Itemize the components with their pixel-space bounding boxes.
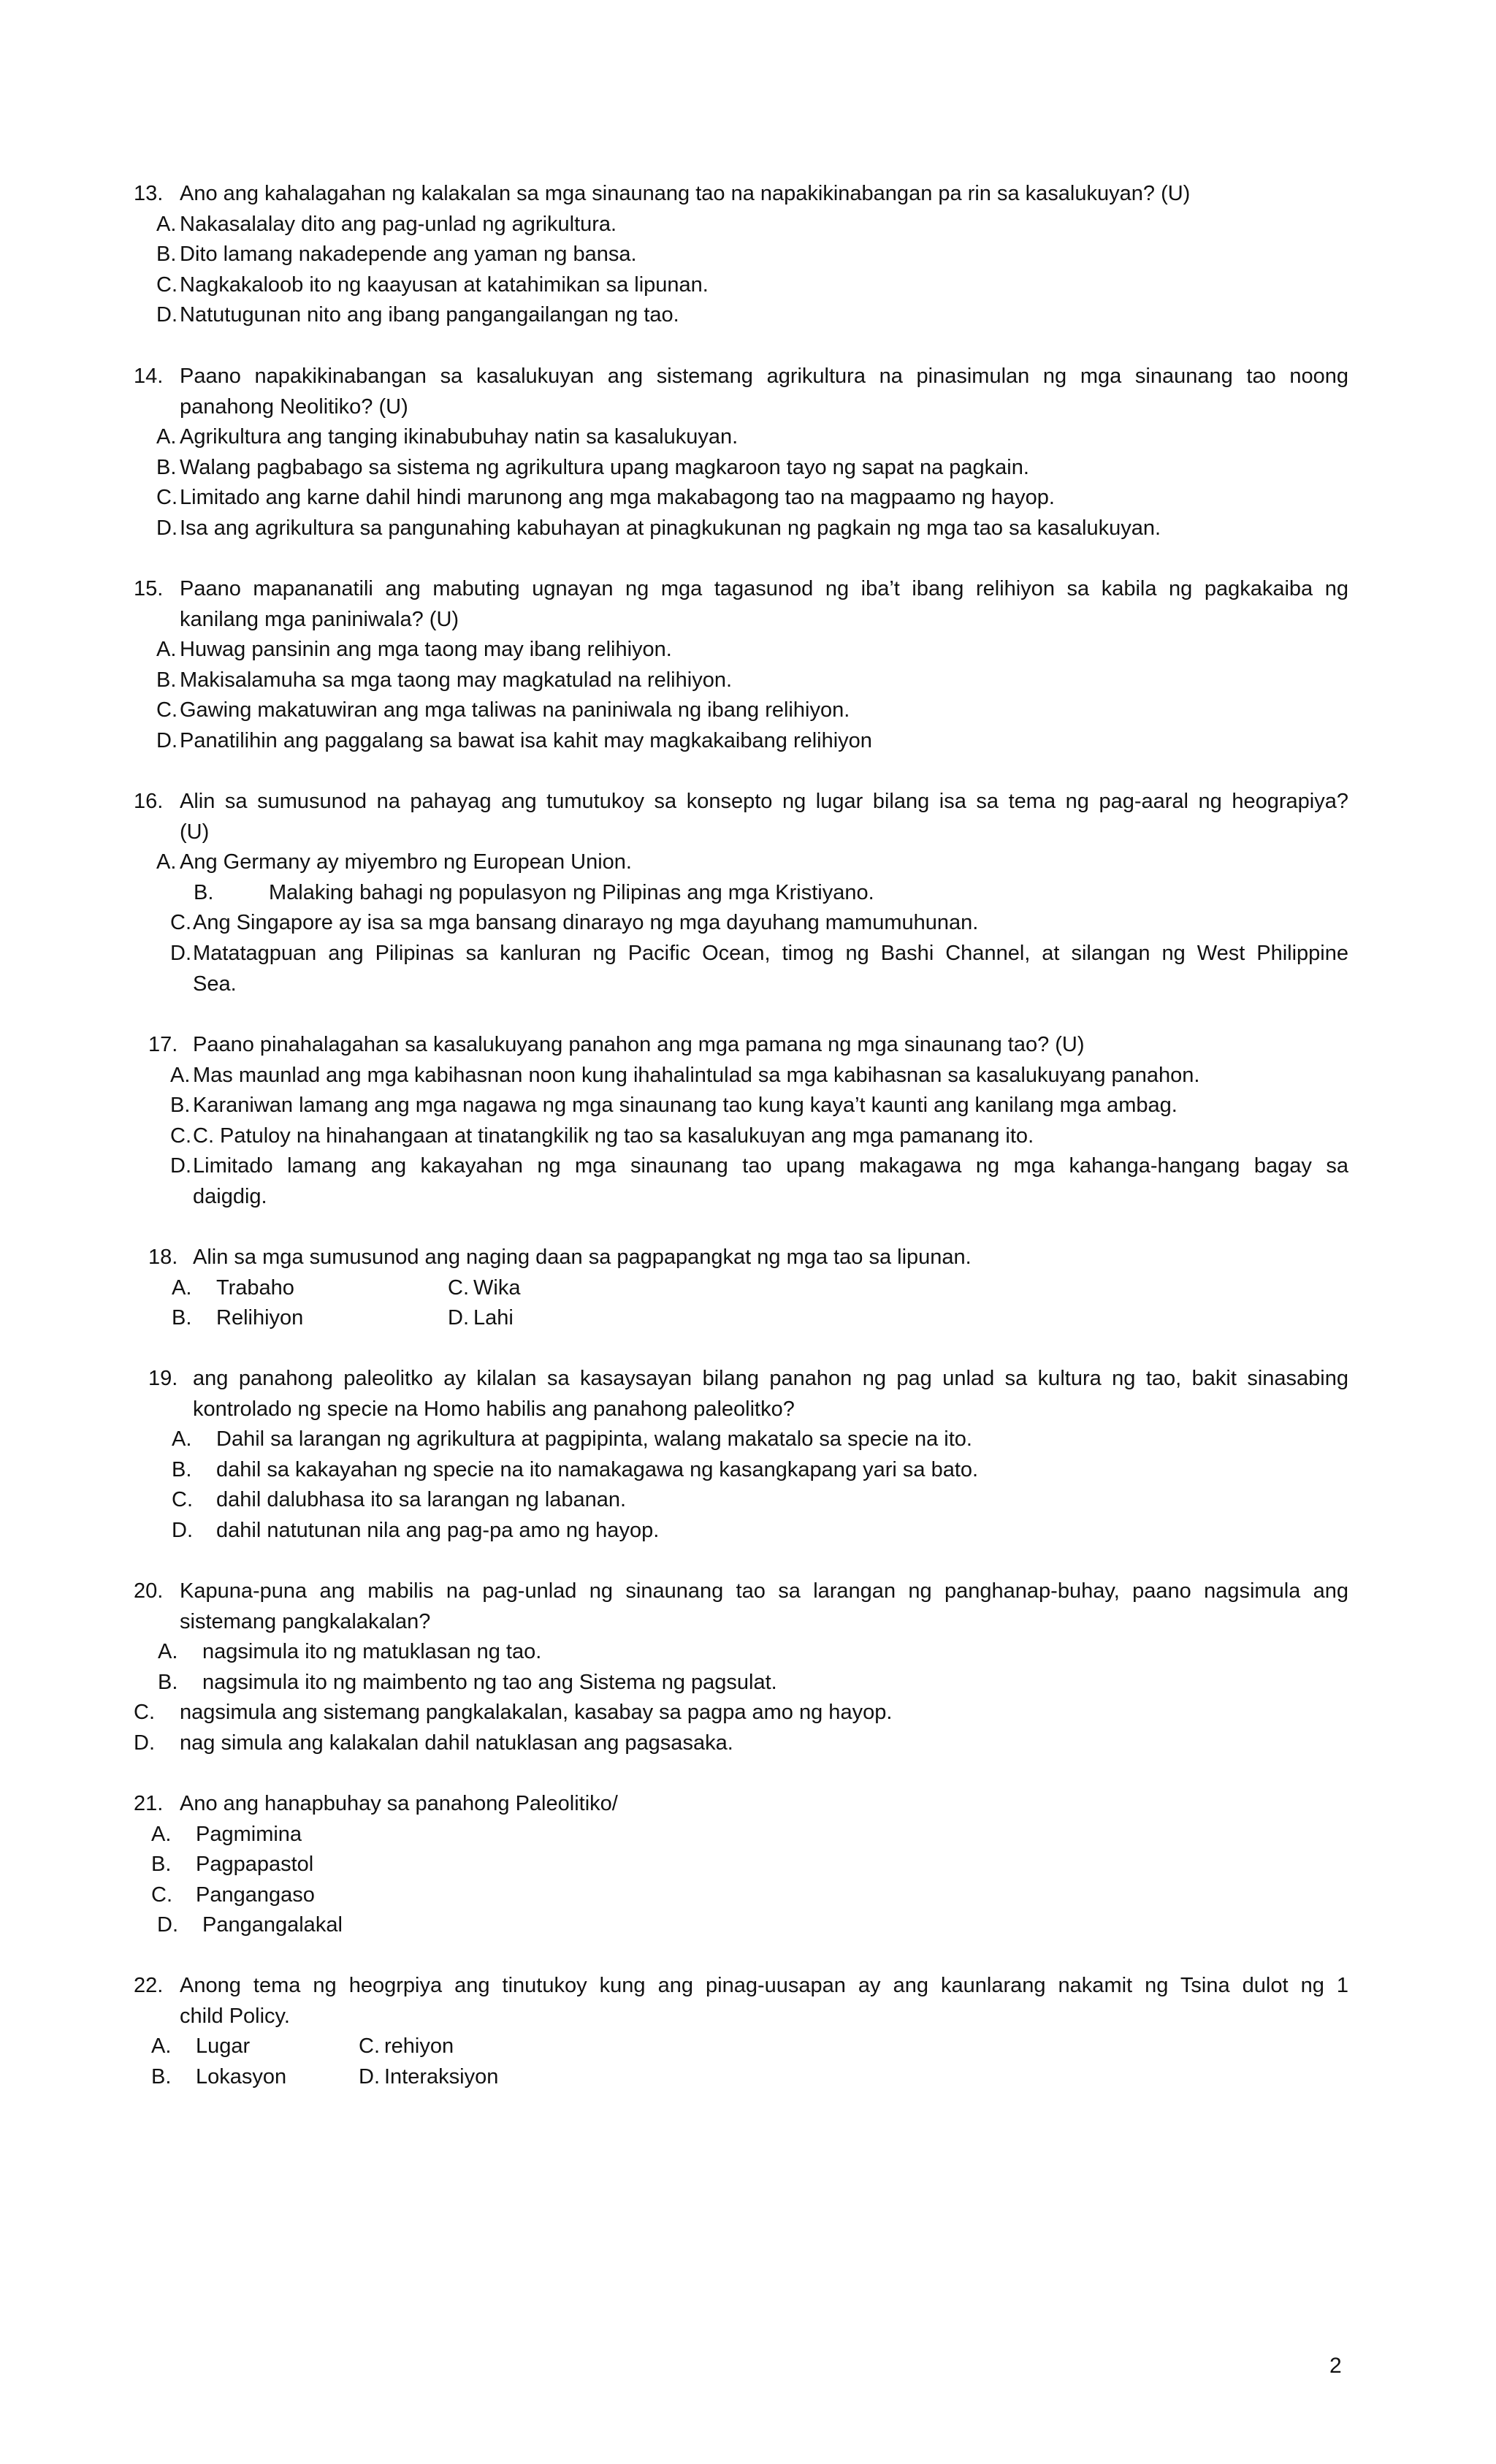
choice-text: Ang Germany ay miyembro ng European Union. <box>180 850 632 874</box>
choice-text: Pangangaso <box>196 1883 315 1907</box>
choice-letter: C. <box>170 911 191 934</box>
question-number: 22. <box>134 1974 164 1997</box>
choice-text: Pangangalakal <box>202 1913 343 1937</box>
choice-text: Matatagpuan ang Pilipinas sa kanluran ng Pacific Ocean, timog ng Bashi Channel, at silangan ng West Philippine <box>193 942 1348 965</box>
choice-text: Relihiyon <box>216 1306 304 1330</box>
choice-text: Limitado ang karne dahil hindi marunong ang mga makabagong tao na magpaamo ng hayop. <box>180 486 1055 509</box>
choice-letter: A. <box>156 638 177 661</box>
choice-text: Pagpapastol <box>196 1853 314 1876</box>
choice-text: rehiyon <box>384 2034 454 2058</box>
choice-letter: A. <box>156 850 177 874</box>
question-text: Alin sa sumusunod na pahayag ang tumutukoy sa konsepto ng lugar bilang isa sa tema ng pag-aaral ng heograpiya? <box>180 790 1348 813</box>
choice-letter: D. <box>157 1913 178 1937</box>
choice-letter: A. <box>156 425 177 449</box>
question-text: Kapuna-puna ang mabilis na pag-unlad ng sinaunang tao sa larangan ng panghanap-buhay, paano nagsimula ang <box>180 1579 1348 1603</box>
choice-text: Walang pagbabago sa sistema ng agrikultura upang magkaroon tayo ng sapat na pagkain. <box>180 456 1029 479</box>
choice-letter: A. <box>151 2034 172 2058</box>
choice-text: Makisalamuha sa mga taong may magkatulad na relihiyon. <box>180 668 733 692</box>
choice-letter: D. <box>448 1306 469 1330</box>
question-text: Anong tema ng heogrpiya ang tinutukoy kung ang pinag-uusapan ay ang kaunlarang nakamit ng Tsina dulot ng 1 <box>180 1974 1348 1997</box>
choice-text: Natutugunan nito ang ibang pangangailangan ng tao. <box>180 303 679 327</box>
choice-letter: D. <box>156 516 178 540</box>
choice-letter: A. <box>170 1064 191 1087</box>
choice-text: Mas maunlad ang mga kabihasnan noon kung ihahalintulad sa mga kabihasnan sa kasalukuyang panahon. <box>193 1064 1200 1087</box>
choice-letter: C. <box>359 2034 380 2058</box>
choice-text: Agrikultura ang tanging ikinabubuhay natin sa kasalukuyan. <box>180 425 739 449</box>
question-number: 18. <box>148 1246 178 1269</box>
choice-text: Nagkakaloob ito ng kaayusan at katahimikan sa lipunan. <box>180 273 709 297</box>
choice-letter: B. <box>156 668 177 692</box>
choice-letter: D. <box>170 942 191 965</box>
question-text-continued: kanilang mga paniniwala? (U) <box>180 608 459 631</box>
choice-letter: C. <box>151 1883 172 1907</box>
choice-letter: D. <box>172 1519 193 1542</box>
question-number: 19. <box>148 1367 178 1390</box>
choice-letter: A. <box>156 213 177 236</box>
choice-text: nagsimula ito ng maimbento ng tao ang Sistema ng pagsulat. <box>202 1671 777 1694</box>
choice-text: nagsimula ito ng matuklasan ng tao. <box>202 1640 542 1663</box>
question-text: Alin sa mga sumusunod ang naging daan sa pagpapangkat ng mga tao sa lipunan. <box>193 1246 972 1269</box>
choice-letter: D. <box>156 729 178 752</box>
question-text-continued: (U) <box>180 820 210 844</box>
choice-letter: B. <box>172 1458 192 1481</box>
choice-letter: B. <box>158 1671 178 1694</box>
choice-text: nagsimula ang sistemang pangkalakalan, kasabay sa pagpa amo ng hayop. <box>180 1701 893 1724</box>
choice-letter: B. <box>151 1853 172 1876</box>
choice-letter: A. <box>158 1640 178 1663</box>
choice-letter: D. <box>156 303 178 327</box>
question-text: Paano pinahalagahan sa kasalukuyang panahon ang mga pamana ng mga sinaunang tao? (U) <box>193 1033 1085 1056</box>
choice-text: Panatilihin ang paggalang sa bawat isa kahit may magkakaibang relihiyon <box>180 729 872 752</box>
question-text: Paano mapananatili ang mabuting ugnayan ng mga tagasunod ng iba’t ibang relihiyon sa kabila ng pagkakaiba ng <box>180 577 1348 600</box>
choice-letter: B. <box>194 881 214 904</box>
choice-letter: A. <box>172 1427 192 1451</box>
choice-letter: C. <box>170 1124 191 1148</box>
question-number: 15. <box>134 577 164 600</box>
choice-letter: D. <box>170 1154 191 1178</box>
choice-text: Interaksiyon <box>384 2065 499 2089</box>
choice-text: Malaking bahagi ng populasyon ng Pilipinas ang mga Kristiyano. <box>269 881 874 904</box>
choice-text: Gawing makatuwiran ang mga taliwas na paniniwala ng ibang relihiyon. <box>180 698 850 722</box>
question-number: 21. <box>134 1792 164 1815</box>
choice-text: Limitado lamang ang kakayahan ng mga sinaunang tao upang makagawa ng mga kahanga-hangang bagay sa <box>193 1154 1348 1178</box>
choice-letter: C. <box>448 1276 469 1300</box>
choice-letter: C. <box>134 1701 155 1724</box>
question-text: ang panahong paleolitko ay kilalan sa kasaysayan bilang panahon ng pag unlad sa kultura ng tao, bakit sinasabing <box>193 1367 1348 1390</box>
choice-text: Lokasyon <box>196 2065 287 2089</box>
question-number: 17. <box>148 1033 178 1056</box>
choice-text: Wika <box>473 1276 521 1300</box>
choice-letter: C. <box>156 698 178 722</box>
choice-letter: C. <box>156 273 178 297</box>
choice-text: Dito lamang nakadepende ang yaman ng bansa. <box>180 243 637 266</box>
choice-letter: A. <box>172 1276 192 1300</box>
choice-text: Lugar <box>196 2034 251 2058</box>
question-number: 13. <box>134 182 164 205</box>
choice-text: Lahi <box>473 1306 514 1330</box>
choice-text: Huwag pansinin ang mga taong may ibang relihiyon. <box>180 638 672 661</box>
choice-letter: B. <box>172 1306 192 1330</box>
question-text-continued: sistemang pangkalakalan? <box>180 1610 431 1633</box>
choice-text: Karaniwan lamang ang mga nagawa ng mga sinaunang tao kung kaya’t kaunti ang kanilang mga ambag. <box>193 1094 1178 1117</box>
choice-text-continued: Sea. <box>193 972 237 996</box>
question-text-continued: child Policy. <box>180 2005 290 2028</box>
choice-letter: D. <box>359 2065 380 2089</box>
choice-text: Ang Singapore ay isa sa mga bansang dinarayo ng mga dayuhang mamumuhunan. <box>193 911 979 934</box>
choice-letter: D. <box>134 1731 155 1755</box>
question-text: Ano ang kahalagahan ng kalakalan sa mga sinaunang tao na napakikinabangan pa rin sa kasalukuyan? (U) <box>180 182 1191 205</box>
choice-text: dahil natutunan nila ang pag-pa amo ng hayop. <box>216 1519 660 1542</box>
question-text-continued: kontrolado ng specie na Homo habilis ang panahong paleolitko? <box>193 1397 795 1421</box>
page-number: 2 <box>1329 2354 1342 2378</box>
choice-text: Pagmimina <box>196 1823 302 1846</box>
choice-letter: C. <box>156 486 178 509</box>
question-number: 14. <box>134 365 164 388</box>
choice-text: C. Patuloy na hinahangaan at tinatangkilik ng tao sa kasalukuyan ang mga pamanang ito. <box>193 1124 1034 1148</box>
choice-letter: B. <box>156 456 177 479</box>
question-text-continued: panahong Neolitiko? (U) <box>180 395 408 419</box>
choice-letter: B. <box>156 243 177 266</box>
choice-letter: B. <box>151 2065 172 2089</box>
choice-text: Trabaho <box>216 1276 294 1300</box>
choice-text: nag simula ang kalakalan dahil natuklasan ang pagsasaka. <box>180 1731 733 1755</box>
choice-letter: A. <box>151 1823 172 1846</box>
choice-letter: B. <box>170 1094 191 1117</box>
choice-text: dahil sa kakayahan ng specie na ito namakagawa ng kasangkapang yari sa bato. <box>216 1458 979 1481</box>
question-text: Paano napakikinabangan sa kasalukuyan ang sistemang agrikultura na pinasimulan ng mga sinaunang tao noong <box>180 365 1348 388</box>
question-text: Ano ang hanapbuhay sa panahong Paleolitiko/ <box>180 1792 618 1815</box>
choice-letter: C. <box>172 1488 193 1511</box>
choice-text-continued: daigdig. <box>193 1185 267 1208</box>
choice-text: dahil dalubhasa ito sa larangan ng labanan. <box>216 1488 627 1511</box>
choice-text: Nakasalalay dito ang pag-unlad ng agrikultura. <box>180 213 617 236</box>
question-number: 16. <box>134 790 164 813</box>
choice-text: Isa ang agrikultura sa pangunahing kabuhayan at pinagkukunan ng pagkain ng mga tao sa kasalukuyan. <box>180 516 1161 540</box>
choice-text: Dahil sa larangan ng agrikultura at pagpipinta, walang makatalo sa specie na ito. <box>216 1427 972 1451</box>
question-number: 20. <box>134 1579 164 1603</box>
